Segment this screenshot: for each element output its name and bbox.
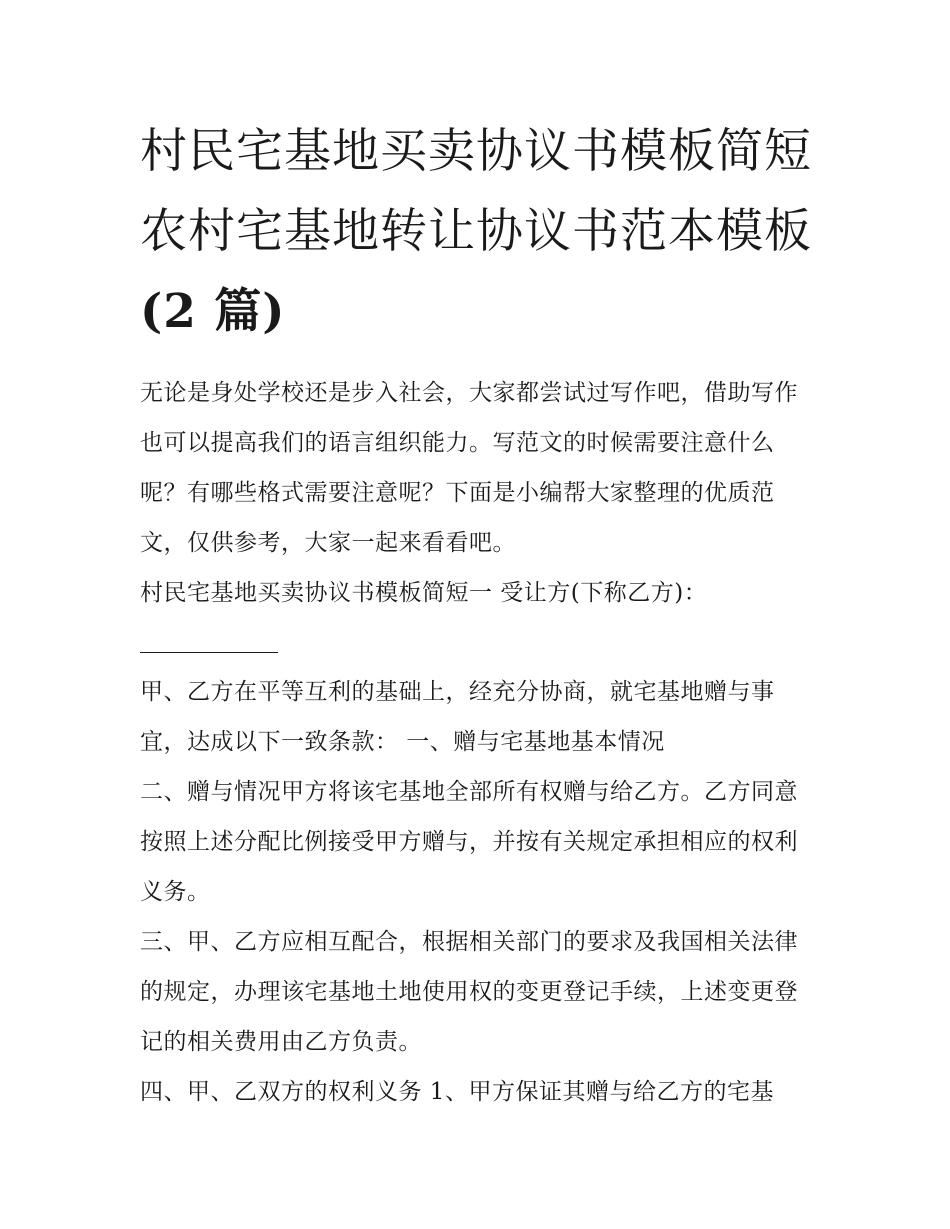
agreement-intro-paragraph: 甲、乙方在平等互利的基础上，经充分协商，就宅基地赠与事宜，达成以下一致条款： 一、赠与宅基地基本情况 (140, 679, 775, 755)
document-title (140, 112, 815, 352)
section-heading-paragraph: 村民宅基地买卖协议书模板简短一 受让方(下称乙方)： (140, 580, 708, 606)
blank-fill-line (140, 652, 278, 653)
document-page (140, 112, 815, 1117)
clause-2-paragraph: 二、赠与情况甲方将该宅基地全部所有权赠与给乙方。乙方同意按照上述分配比例接受甲方赠与，并按有关规定承担相应的权利义务。 (140, 779, 798, 905)
intro-paragraph: 无论是身处学校还是步入社会，大家都尝试过写作吧，借助写作也可以提高我们的语言组织能力。写范文的时候需要注意什么呢？有哪些格式需要注意呢？下面是小编帮大家整理的优质范文，仅供参考，大家一起来看看吧。 (140, 380, 798, 556)
clause-3-paragraph: 三、甲、乙方应相互配合，根据相关部门的要求及我国相关法律的规定，办理该宅基地土地使用权的变更登记手续，上述变更登记的相关费用由乙方负责。 (140, 929, 798, 1055)
title-suffix: (2 篇) (140, 284, 286, 339)
title-main: 村民宅基地买卖协议书模板简短 农村宅基地转让协议书范本模板 (140, 124, 812, 259)
clause-4-paragraph: 四、甲、乙双方的权利义务 1、甲方保证其赠与给乙方的宅基 (140, 1079, 774, 1105)
